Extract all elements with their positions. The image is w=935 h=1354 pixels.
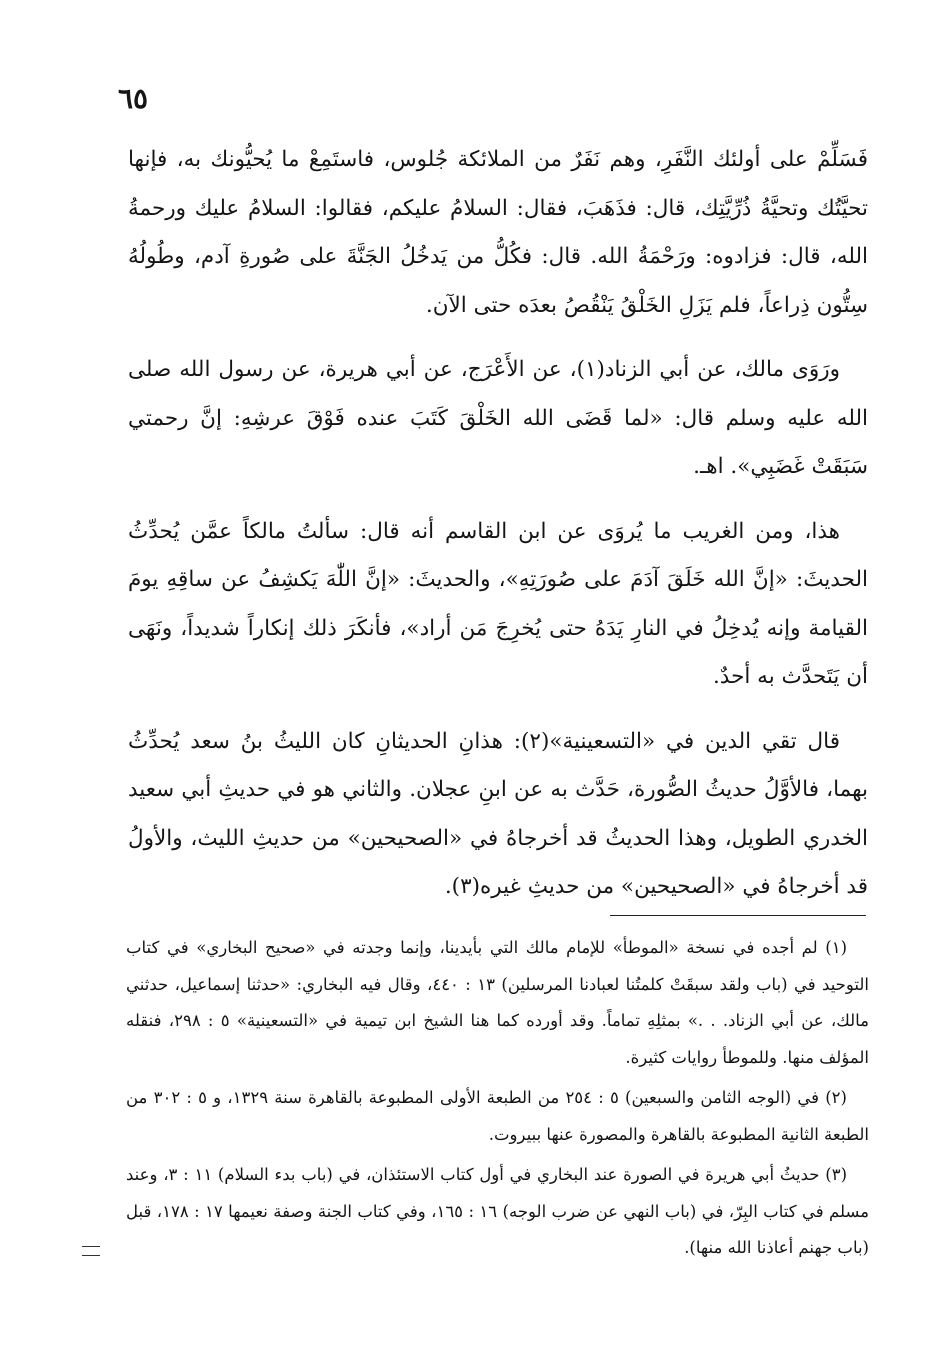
paragraph-4: قال تقي الدين في «التسعينية»(٢): هذانِ الحديثانِ كان الليثُ بنُ سعد يُحدِّثُ بهما، فالأوَّلُ حديثُ الصُّورة، حَدَّث به عن ابنِ عجلان. والثاني هو في حديثِ أبي سعيد الخدري الطويل، وهذا الحديثُ قد أخرجاهُ في «الصحيحين» من حديثِ الليث، والأولُ قد أخرجاهُ في «الصحيحين» من حديثِ غيره(٣).	[128, 728, 868, 899]
paragraph-3: هذا، ومن الغريب ما يُروَى عن ابن القاسم أنه قال: سألتُ مالكاً عمَّن يُحدِّثُ الحديثَ: «إنَّ الله خَلَقَ آدَمَ على صُورَتِهِ»، والحديثَ: «إنَّ اللّٰهَ يَكشِفُ عن ساقِهِ يومَ القيامة وإنه يُدخِلُ في النارِ يَدَهُ حتى يُخرِجَ مَن أراد»، فأنكَرَ ذلك إنكاراً شديداً، ونَهَى أن يَتَحدَّث به أحدٌ.	[128, 518, 868, 689]
footnote-3: (٣) حديثُ أبي هريرة في الصورة عند البخاري في أول كتاب الاستئذان، في (باب بدء السلام) ١١ : ٣، وعند مسلم في كتاب البِرّ، في (باب النهي عن ضرب الوجه) ١٦ : ١٦٥، وفي كتاب الجنة وصفة نعيمها ١٧ : ١٧٨، قبل (باب جهنم أعاذنا الله منها).	[126, 1165, 869, 1257]
footnote-2: (٢) في (الوجه الثامن والسبعين) ٥ : ٢٥٤ من الطبعة الأولى المطبوعة بالقاهرة سنة ١٣٢٩، و ٥ : ٣٠٢ من الطبعة الثانية المطبوعة بالقاهرة والمصورة عنها ببيروت.	[126, 1088, 869, 1144]
footnote-1: (١) لم أجده في نسخة «الموطأ» للإمام مالك التي بأيدينا، وإنما وجدته في «صحيح البخاري» في كتاب التوحيد في (باب ولقد سبقَتْ كلمتُنا لعبادنا المرسلين) ١٣ : ٤٤٠، وقال فيه البخاري: «حدثنا إسماعيل، حدثني مالك، عن أبي الزناد. . .» بمثلِهِ تماماً. وقد أورده كما هنا الشيخ ابن تيمية في «التسعينية» ٥ : ٢٩٨، فنقله المؤلف منها. وللموطأ روايات كثيرة.	[126, 938, 869, 1067]
paragraph-2: ورَوَى مالك، عن أبي الزناد(١)، عن الأَعْرَج، عن أبي هريرة، عن رسول الله صلى الله عليه وسلم قال: «لما قَضَى الله الخَلْقَ كَتَبَ عنده فَوْقَ عرشِهِ: إنَّ رحمتي سَبَقَتْ غَضَبِي». اهـ.	[128, 357, 868, 479]
paragraph-1: فَسَلِّمْ على أولئك النَّفَرِ، وهم نَفَرٌ من الملائكة جُلوس، فاستَمِعْ ما يُحيُّونك به، فإنها تحيَّتُك وتحيَّةُ ذُرِّيَّتِك، قال: فذَهَبَ، فقال: السلامُ عليكم، فقالوا: السلامُ عليك ورحمةُ الله، قال: فزادوه: ورَحْمَةُ الله. قال: فكُلُّ من يَدخُلُ الجَنَّةَ على صُورةِ آدم، وطُولُهُ سِتُّون ذِراعاً، فلم يَزَلِ الخَلْقُ يَنْقُصُ بعدَه حتى الآن.	[128, 147, 868, 318]
footnote-divider	[610, 915, 866, 916]
main-text	[128, 136, 868, 912]
margin-mark	[82, 1246, 100, 1256]
page-number: ٦٥	[118, 82, 149, 115]
footnotes	[126, 930, 869, 1267]
